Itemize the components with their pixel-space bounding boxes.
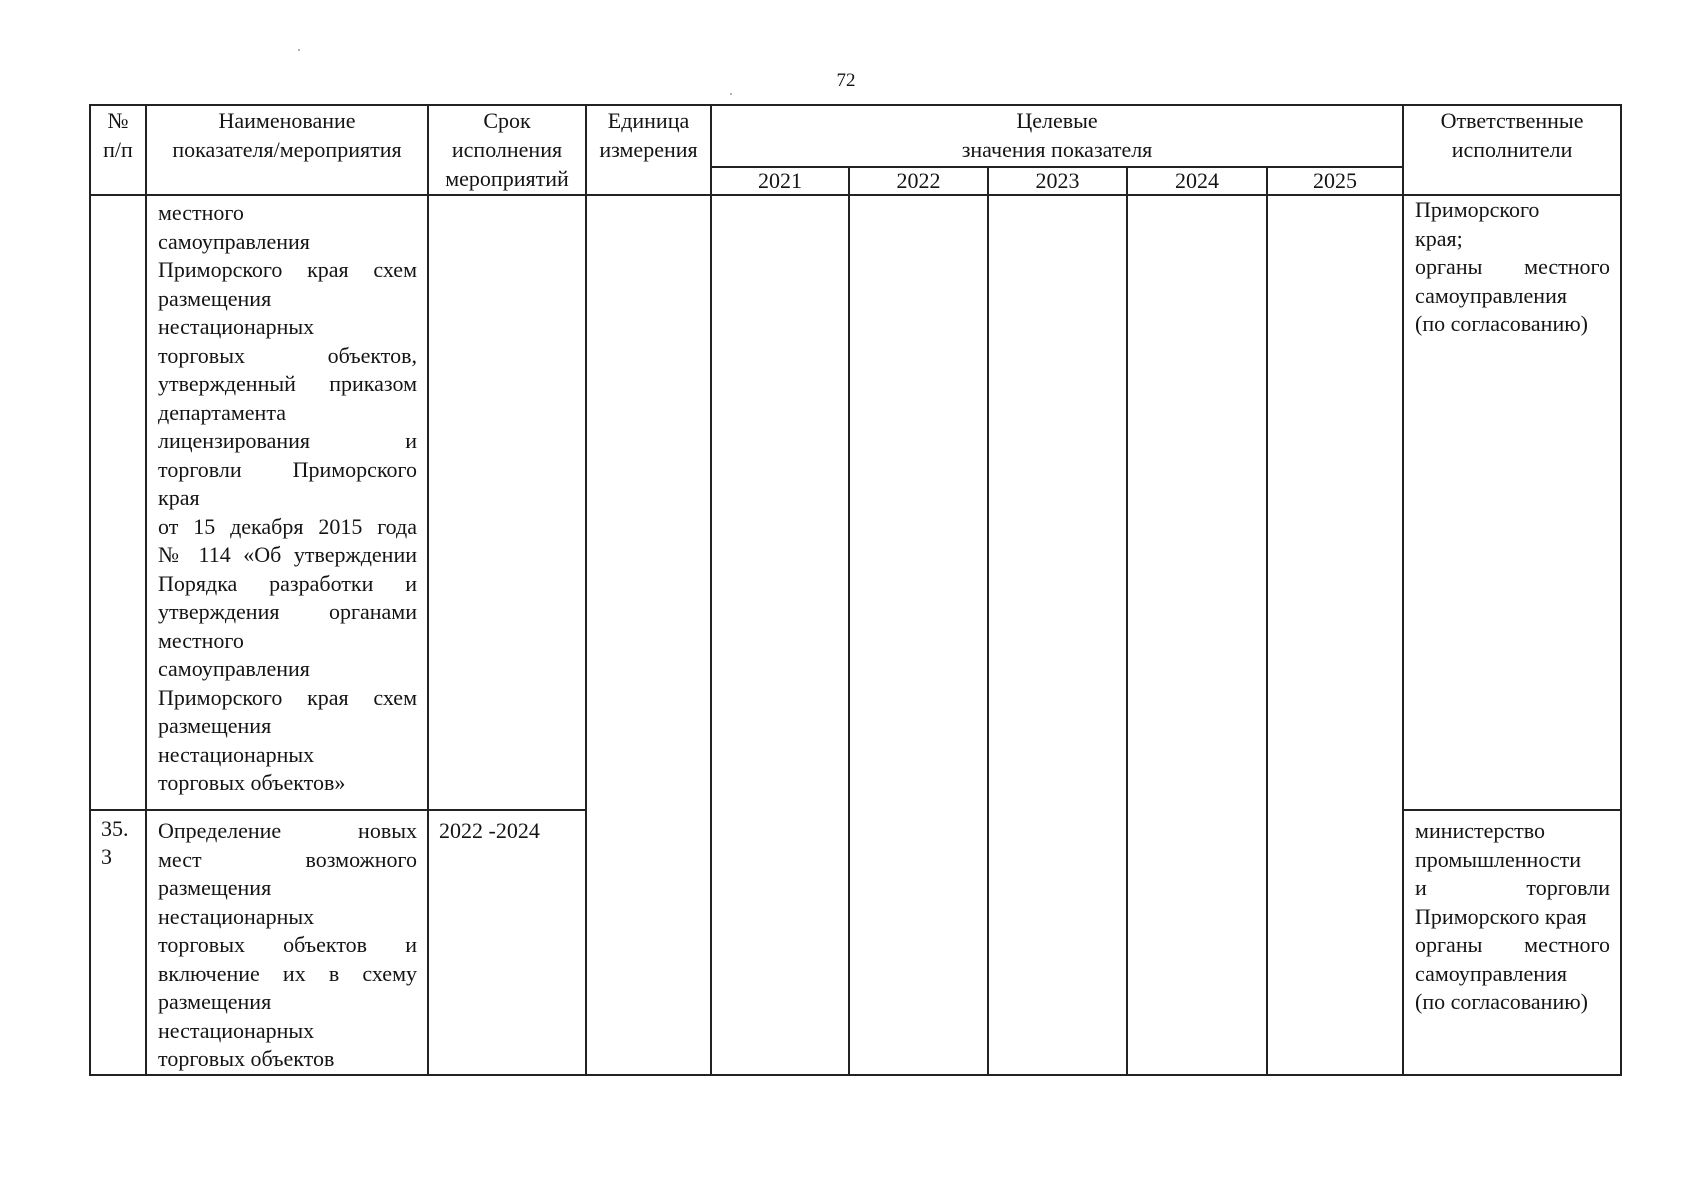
name-line: мест возможного	[158, 846, 417, 872]
responsible-line: и торговли	[1415, 875, 1611, 900]
header-number	[90, 105, 146, 195]
responsible-line: Приморского края	[1415, 903, 1587, 929]
header-term	[428, 105, 586, 195]
header-term-line: Срок	[483, 108, 531, 133]
header-unit	[586, 105, 711, 195]
row-value-2024	[1127, 195, 1267, 1075]
name-line: нестационарных	[158, 1017, 315, 1043]
header-target-line: значения показателя	[961, 137, 1153, 162]
responsible-line: Приморского	[1415, 197, 1540, 222]
header-responsible	[1403, 105, 1621, 195]
name-line: включение их в схему	[158, 960, 417, 986]
name-line: от 15 декабря 2015 года	[158, 513, 417, 539]
row-value-2022	[849, 195, 988, 1075]
table-row	[90, 195, 1621, 810]
header-unit-line: Единица	[607, 108, 690, 133]
responsible-line: края;	[1415, 225, 1463, 251]
name-line: Порядка разработки и	[158, 570, 417, 596]
responsible-line: органы местного	[1415, 254, 1611, 279]
header-year: 2025	[1267, 167, 1403, 195]
row-number-line: 35.	[101, 816, 129, 841]
scan-speck	[298, 49, 300, 51]
name-line: самоуправления	[158, 228, 310, 254]
scan-speck	[730, 93, 732, 95]
responsible-line: самоуправления	[1415, 960, 1567, 986]
name-line: лицензирования и	[158, 428, 417, 453]
name-line: торговых объектов	[158, 1046, 335, 1071]
header-number-line: №	[107, 108, 129, 133]
name-line: Приморского края схем	[158, 257, 417, 282]
name-line: утвержденный приказом	[158, 371, 417, 396]
name-line: департамента	[158, 399, 286, 425]
header-responsible-line: Ответственные	[1440, 108, 1584, 133]
row-value-2025	[1267, 195, 1403, 1075]
name-line: размещения	[158, 285, 272, 311]
row-term: 2022 -2024	[428, 810, 586, 1075]
header-term-line: исполнения	[451, 137, 563, 162]
name-line: торговых объектов,	[158, 342, 417, 368]
name-line: нестационарных	[158, 314, 315, 339]
name-line: местного	[158, 627, 244, 653]
row-unit	[586, 195, 711, 1075]
indicator-table	[89, 104, 1622, 1076]
name-line: размещения	[158, 989, 272, 1014]
row-term	[428, 195, 586, 810]
responsible-line: органы местного	[1415, 932, 1611, 957]
name-line: торговых объектов и	[158, 932, 417, 957]
responsible-line: (по согласованию)	[1415, 989, 1588, 1014]
header-unit-line: измерения	[599, 137, 698, 162]
row-number-line: 3	[101, 844, 112, 869]
responsible-line: промышленности	[1415, 846, 1582, 872]
header-row	[90, 105, 1621, 167]
page-number: 72	[836, 70, 856, 91]
header-term-line: мероприятий	[445, 166, 569, 191]
row-responsible	[1403, 810, 1621, 1075]
header-year: 2021	[711, 167, 849, 195]
header-target-line: Целевые	[1016, 108, 1098, 133]
name-line: торговых объектов»	[158, 770, 346, 795]
row-number	[90, 195, 146, 810]
header-target-values	[711, 105, 1403, 167]
responsible-line: министерство	[1415, 818, 1546, 843]
row-name	[146, 810, 428, 1075]
header-year: 2023	[988, 167, 1127, 195]
responsible-line: самоуправления	[1415, 282, 1567, 308]
row-value-2023	[988, 195, 1127, 1075]
name-line: размещения	[158, 875, 272, 900]
name-line: местного	[158, 200, 244, 225]
header-name-line: показателя/мероприятия	[172, 137, 402, 162]
name-line: нестационарных	[158, 903, 315, 929]
name-line: самоуправления	[158, 656, 310, 681]
row-number	[90, 810, 146, 1075]
header-name	[146, 105, 428, 195]
header-year: 2022	[849, 167, 988, 195]
row-value-2021	[711, 195, 849, 1075]
row-responsible	[1403, 195, 1621, 810]
row-name	[146, 195, 428, 810]
name-line: Определение новых	[158, 818, 417, 843]
header-number-line: п/п	[103, 137, 133, 162]
header-name-line: Наименование	[218, 108, 356, 133]
name-line: Приморского края схем	[158, 684, 417, 710]
name-line: торговли Приморского	[158, 456, 417, 482]
name-line: размещения	[158, 713, 272, 738]
name-line: № 114 «Об утверждении	[158, 542, 417, 567]
header-responsible-line: исполнители	[1451, 137, 1573, 162]
name-line: нестационарных	[158, 741, 315, 767]
responsible-line: (по согласованию)	[1415, 311, 1588, 336]
header-year: 2024	[1127, 167, 1267, 195]
name-line: утверждения органами	[158, 599, 417, 624]
name-line: края	[158, 485, 200, 510]
